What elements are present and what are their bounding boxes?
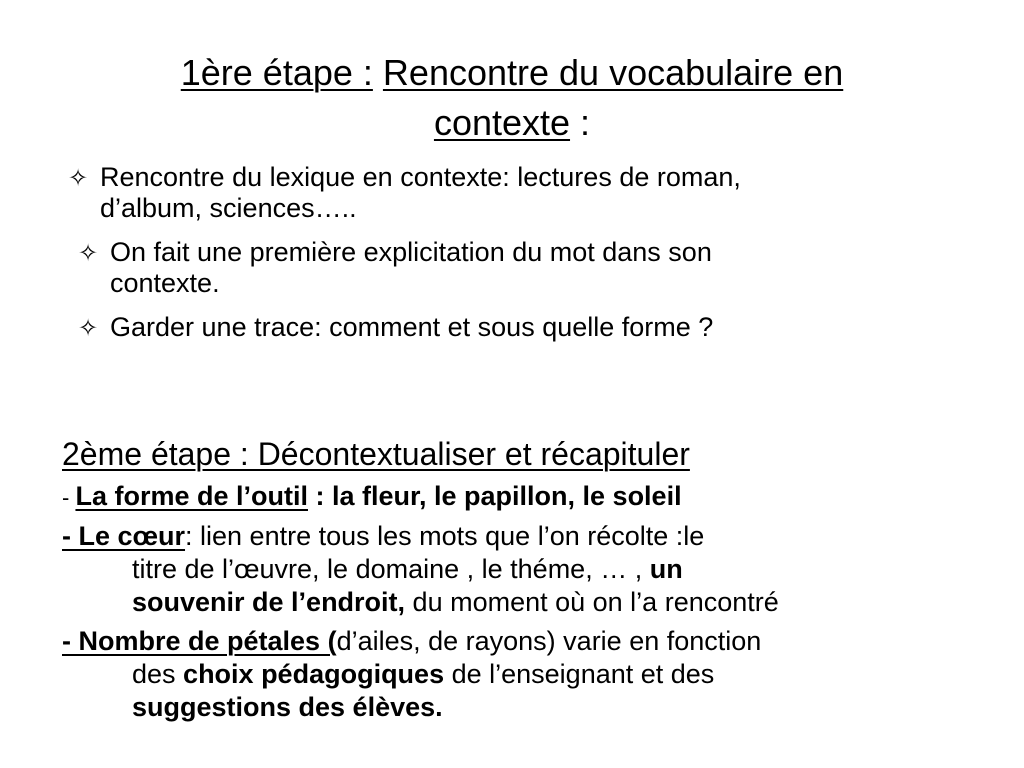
step2-item-heart <box>62 520 1012 619</box>
item3-text2: des <box>132 659 184 689</box>
item2-label: - Le cœur <box>62 521 186 551</box>
step1-bullet-list <box>62 162 992 356</box>
bullet-2-line2: contexte. <box>110 268 220 298</box>
item2-line2 <box>62 553 1012 586</box>
item1-rest: : la fleur, le papillon, le soleil <box>307 481 682 511</box>
four-point-star-icon: ✧ <box>78 314 99 342</box>
item2-bold1: un <box>649 554 683 584</box>
title-topic-line1: Rencontre du vocabulaire en <box>382 52 844 93</box>
bullet-item-1 <box>62 162 992 224</box>
slide-title <box>100 48 924 148</box>
item2-text2: titre de l’œuvre, le domaine , le théme, … , <box>132 554 650 584</box>
step2-item-tool-shape <box>62 480 1012 514</box>
bullet-item-2 <box>72 237 992 299</box>
four-point-star-icon: ✧ <box>68 164 89 192</box>
bullet-3-line1: Garder une trace: comment et sous quelle forme ? <box>110 312 714 342</box>
bullet-1-line1: Rencontre du lexique en contexte: lectures de roman, <box>100 162 741 192</box>
bullet-2-line1: On fait une première explicitation du mot dans son <box>110 237 712 267</box>
item3-text1: d’ailes, de rayons) varie en fonction <box>336 626 762 656</box>
bullet-item-3 <box>72 312 992 343</box>
item3-text3: de l’enseignant et des <box>444 659 715 689</box>
item2-text1: : lien entre tous les mots que l’on récolte :le <box>185 521 705 551</box>
item3-line2 <box>62 658 1012 691</box>
item3-bold2: suggestions des élèves. <box>132 692 443 722</box>
item3-bold1: choix pédagogiques <box>183 659 445 689</box>
step2-item-petal-count <box>62 625 1012 724</box>
item1-label: La forme de l’outil <box>75 481 308 511</box>
item2-line3 <box>62 586 1012 619</box>
item3-label: - Nombre de pétales ( <box>62 626 337 656</box>
step2-title: 2ème étape : Décontextualiser et récapituler <box>62 436 690 472</box>
item2-text3: du moment où on l’a rencontré <box>405 587 779 617</box>
title-topic-line2: contexte <box>433 102 571 143</box>
four-point-star-icon: ✧ <box>78 239 99 267</box>
step2-section <box>62 434 1012 730</box>
bullet-1-line2: d’album, sciences….. <box>100 193 357 223</box>
item1-dash: - <box>62 485 76 510</box>
item2-bold2: souvenir de l’endroit, <box>132 587 406 617</box>
title-colon: : <box>570 102 591 143</box>
title-step-label: 1ère étape : <box>180 52 373 93</box>
